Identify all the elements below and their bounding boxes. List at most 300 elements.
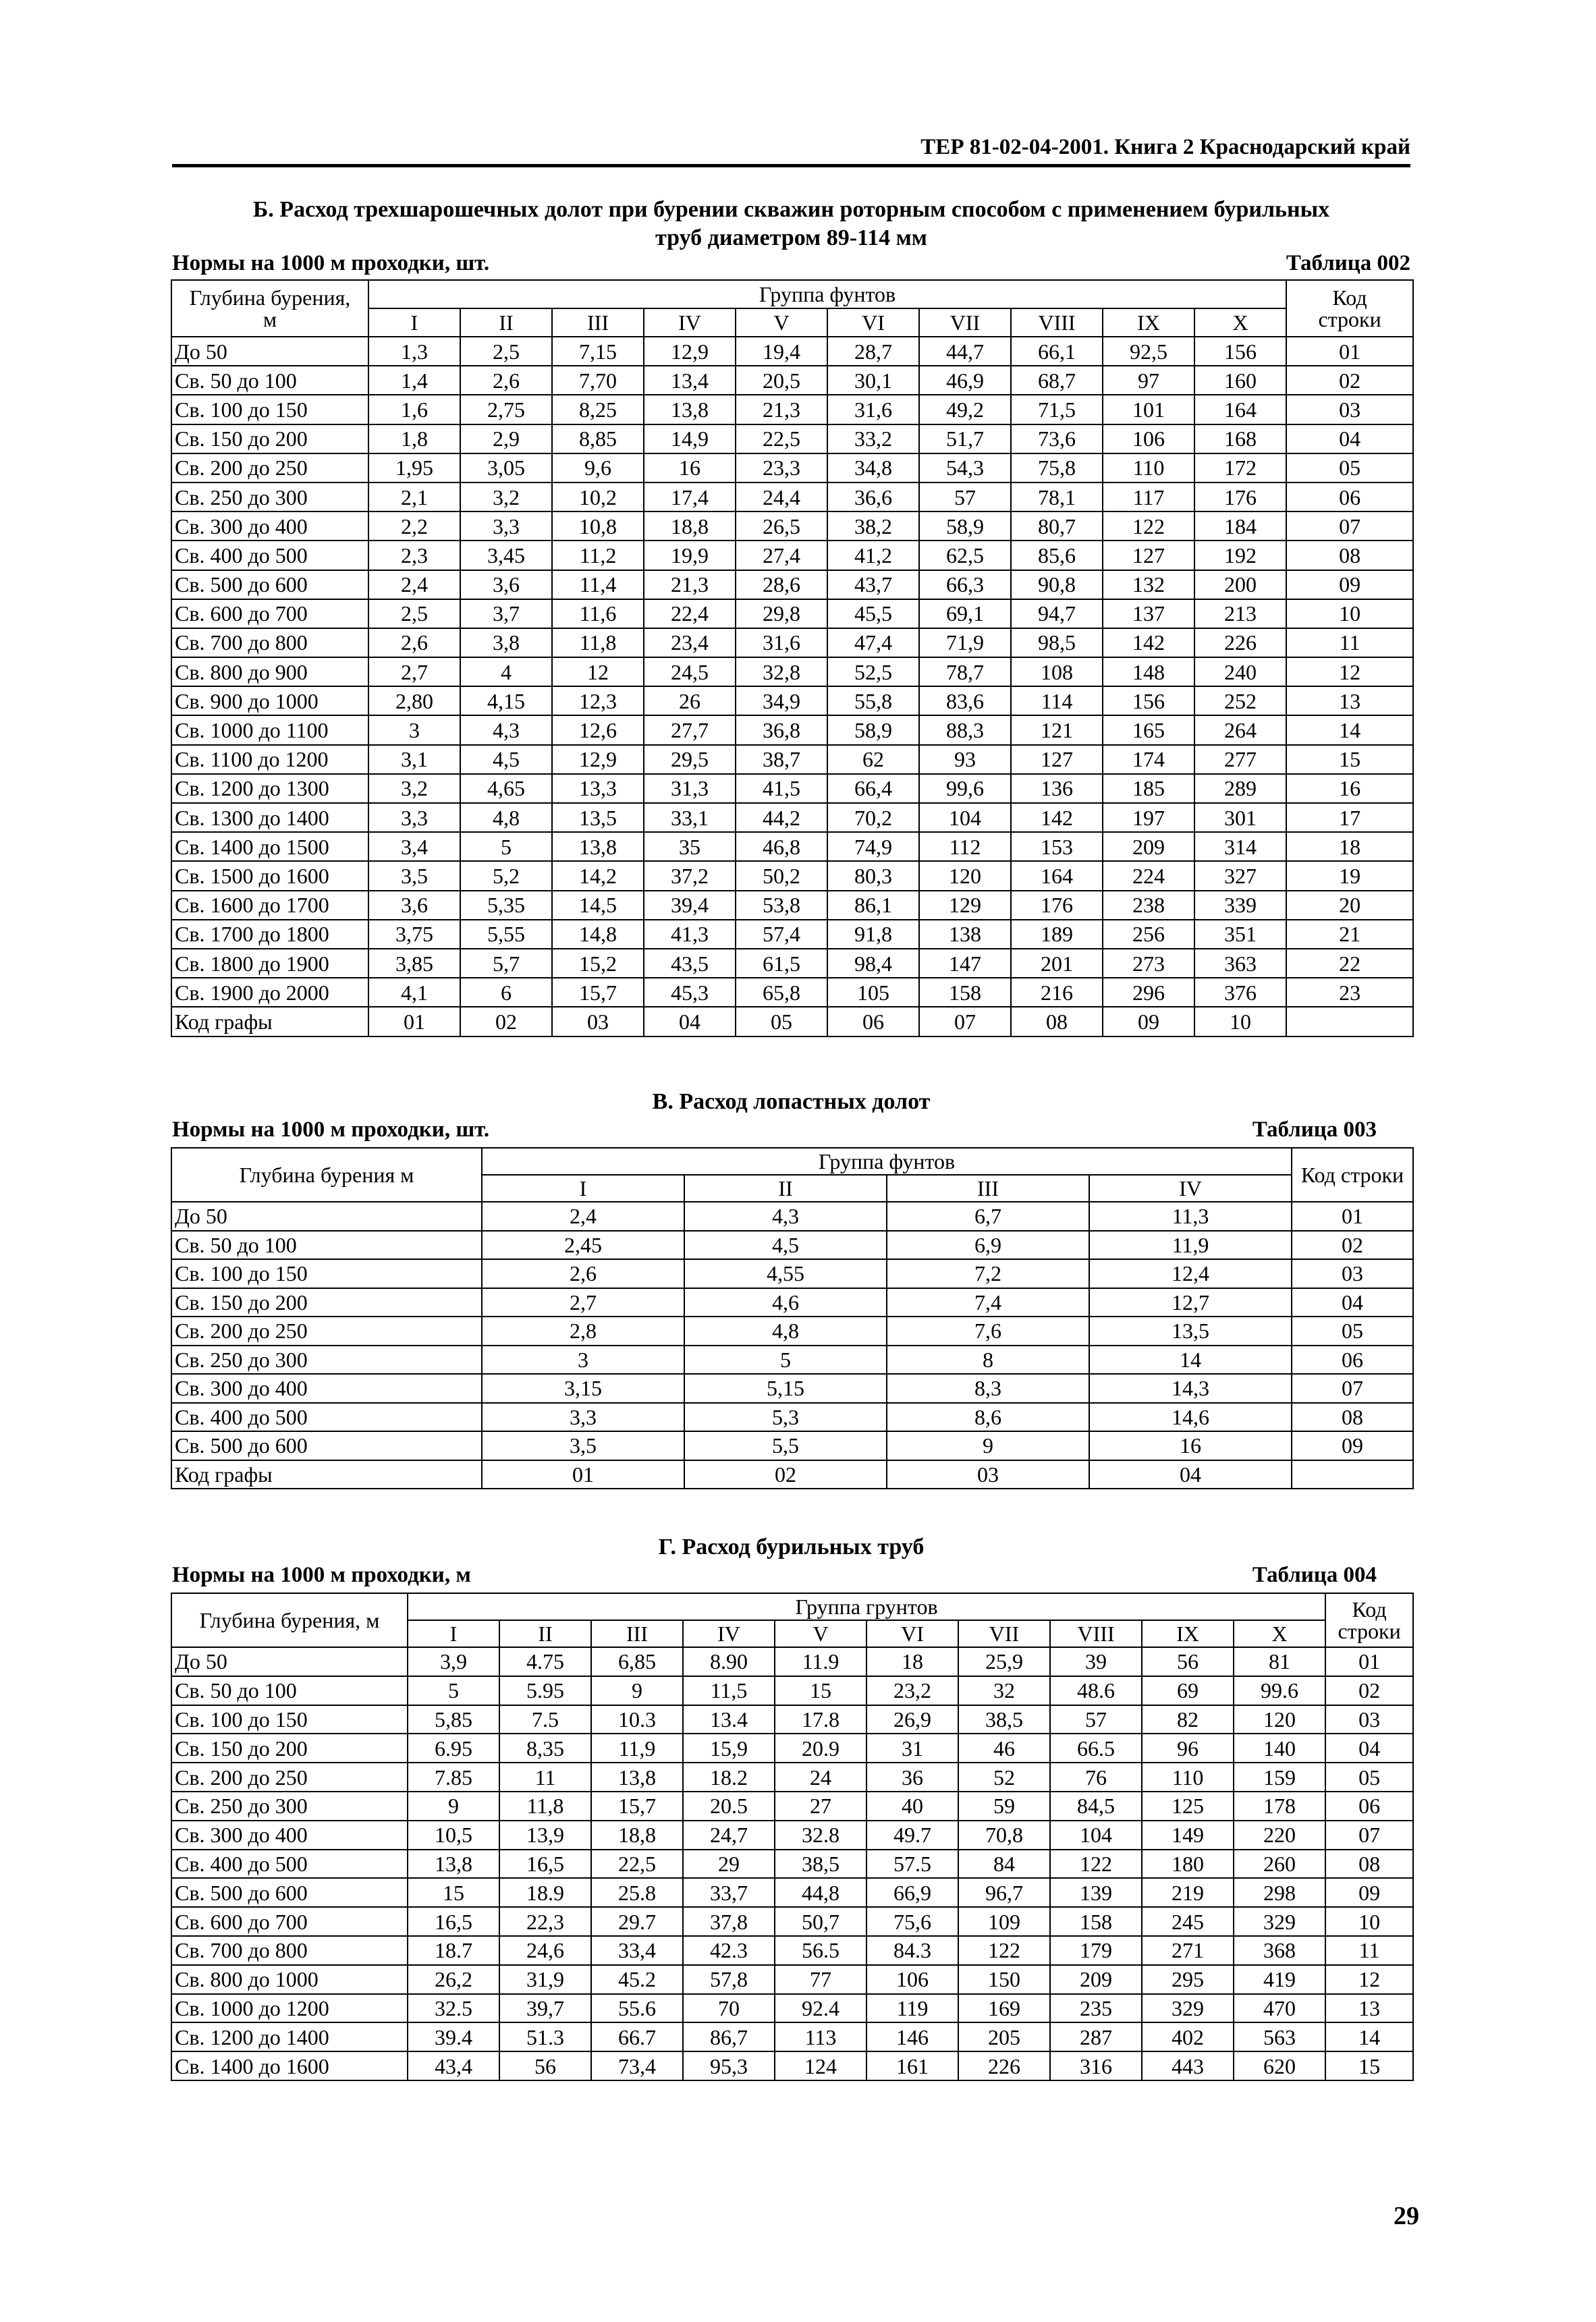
value-cell: 142 — [1011, 803, 1103, 832]
row-code-cell: 06 — [1325, 1792, 1413, 1821]
value-cell: 5,35 — [460, 891, 552, 920]
value-cell: 16,5 — [408, 1907, 499, 1936]
value-cell: 24,5 — [644, 657, 736, 686]
value-cell: 122 — [958, 1936, 1050, 1965]
value-cell: 176 — [1011, 891, 1103, 920]
value-cell: 38,7 — [736, 745, 827, 774]
value-cell: 106 — [1103, 424, 1194, 453]
value-cell: 2,5 — [368, 599, 460, 628]
value-cell: 13,9 — [499, 1821, 591, 1850]
value-cell: 44,2 — [736, 803, 827, 832]
table-row — [171, 920, 1413, 949]
value-cell: 156 — [1194, 337, 1286, 366]
value-cell: 75,8 — [1011, 453, 1103, 482]
value-cell: 17.8 — [775, 1705, 866, 1734]
table-g — [171, 1593, 1414, 2081]
value-cell: 104 — [919, 803, 1011, 832]
value-cell: 108 — [1011, 657, 1103, 686]
value-cell: 105 — [827, 978, 919, 1007]
value-cell: 20.5 — [683, 1792, 775, 1821]
value-cell: 10,2 — [552, 482, 644, 512]
value-cell: 158 — [919, 978, 1011, 1007]
table-row — [171, 2022, 1413, 2051]
value-cell: 165 — [1103, 715, 1194, 744]
value-cell: 12,7 — [1089, 1288, 1292, 1317]
depth-cell: Св. 300 до 400 — [171, 1374, 482, 1403]
value-cell: 104 — [1050, 1821, 1142, 1850]
page-number: 29 — [1394, 2202, 1419, 2230]
value-cell: 179 — [1050, 1936, 1142, 1965]
row-code-cell: 17 — [1286, 803, 1413, 832]
depth-cell: До 50 — [171, 337, 368, 366]
depth-cell: Св. 1900 до 2000 — [171, 978, 368, 1007]
value-cell: 32.5 — [408, 1994, 499, 2023]
depth-cell: Св. 1400 до 1600 — [171, 2051, 408, 2080]
value-cell: 52,5 — [827, 657, 919, 686]
value-cell: 37,2 — [644, 861, 736, 890]
value-cell: 22,5 — [591, 1850, 683, 1879]
depth-cell: Св. 400 до 500 — [171, 1403, 482, 1432]
column-code-cell: 02 — [684, 1460, 887, 1489]
value-cell: 252 — [1194, 686, 1286, 715]
value-cell: 329 — [1234, 1907, 1325, 1936]
value-cell: 19,4 — [736, 337, 827, 366]
group-header-cell: VII — [958, 1620, 1050, 1647]
value-cell: 24 — [775, 1763, 866, 1792]
table-row — [171, 1676, 1413, 1705]
value-cell: 159 — [1234, 1763, 1325, 1792]
table-v-norms: Нормы на 1000 м проходки, шт. — [172, 1117, 490, 1142]
table-row — [171, 1821, 1413, 1850]
value-cell: 3,8 — [460, 628, 552, 657]
table-b-title-line1: Б. Расход трехшарошечных долот при бурении скважин роторным способом с применением бурильных — [252, 197, 1330, 222]
value-cell: 33,4 — [591, 1936, 683, 1965]
value-cell: 125 — [1142, 1792, 1234, 1821]
value-cell: 178 — [1234, 1792, 1325, 1821]
value-cell: 98,5 — [1011, 628, 1103, 657]
value-cell: 1,8 — [368, 424, 460, 453]
value-cell: 4,5 — [684, 1231, 887, 1260]
value-cell: 3,05 — [460, 453, 552, 482]
empty-cell — [1292, 1460, 1413, 1489]
value-cell: 5,55 — [460, 920, 552, 949]
value-cell: 21,3 — [736, 395, 827, 424]
value-cell: 2,45 — [482, 1231, 684, 1260]
value-cell: 51.3 — [499, 2022, 591, 2051]
value-cell: 36,6 — [827, 482, 919, 512]
value-cell: 351 — [1194, 920, 1286, 949]
value-cell: 1,95 — [368, 453, 460, 482]
table-row — [171, 1403, 1413, 1432]
row-code-cell: 05 — [1286, 453, 1413, 482]
value-cell: 213 — [1194, 599, 1286, 628]
value-cell: 295 — [1142, 1965, 1234, 1994]
depth-cell: Св. 1200 до 1400 — [171, 2022, 408, 2051]
value-cell: 224 — [1103, 861, 1194, 890]
value-cell: 83,6 — [919, 686, 1011, 715]
row-code-cell: 13 — [1325, 1994, 1413, 2023]
value-cell: 205 — [958, 2022, 1050, 2051]
table-b-title — [172, 196, 1410, 252]
depth-cell: Св. 300 до 400 — [171, 512, 368, 541]
value-cell: 99.6 — [1234, 1676, 1325, 1705]
value-cell: 273 — [1103, 949, 1194, 978]
value-cell: 27,4 — [736, 541, 827, 570]
value-cell: 184 — [1194, 512, 1286, 541]
value-cell: 46,8 — [736, 832, 827, 861]
value-cell: 56.5 — [775, 1936, 866, 1965]
value-cell: 81 — [1234, 1647, 1325, 1676]
value-cell: 2,7 — [368, 657, 460, 686]
value-cell: 43,7 — [827, 570, 919, 599]
group-header-cell: VII — [919, 308, 1011, 337]
value-cell: 39 — [1050, 1647, 1142, 1676]
value-cell: 113 — [775, 2022, 866, 2051]
value-cell: 52 — [958, 1763, 1050, 1792]
value-cell: 5,5 — [684, 1431, 887, 1460]
table-row — [171, 1907, 1413, 1936]
value-cell: 2,6 — [460, 366, 552, 395]
value-cell: 92.4 — [775, 1994, 866, 2023]
value-cell: 15,7 — [552, 978, 644, 1007]
value-cell: 13,8 — [408, 1850, 499, 1879]
depth-cell: Св. 1000 до 1200 — [171, 1994, 408, 2023]
value-cell: 197 — [1103, 803, 1194, 832]
value-cell: 14,9 — [644, 424, 736, 453]
value-cell: 9,6 — [552, 453, 644, 482]
value-cell: 127 — [1103, 541, 1194, 570]
value-cell: 13,4 — [644, 366, 736, 395]
group-header-cell: I — [482, 1175, 684, 1202]
depth-cell: Св. 1700 до 1800 — [171, 920, 368, 949]
table-row — [171, 949, 1413, 978]
value-cell: 13.4 — [683, 1705, 775, 1734]
table-row — [171, 570, 1413, 599]
table-row — [171, 1936, 1413, 1965]
value-cell: 57 — [919, 482, 1011, 512]
value-cell: 185 — [1103, 774, 1194, 803]
row-code-cell: 16 — [1286, 774, 1413, 803]
value-cell: 4,1 — [368, 978, 460, 1007]
column-code-cell: 04 — [1089, 1460, 1292, 1489]
value-cell: 3,15 — [482, 1374, 684, 1403]
table-row — [171, 1734, 1413, 1763]
depth-cell: Св. 500 до 600 — [171, 1878, 408, 1907]
depth-header-line1: Глубина бурения, — [189, 285, 351, 310]
group-header-cell: IX — [1142, 1620, 1234, 1647]
value-cell: 164 — [1011, 861, 1103, 890]
value-cell: 140 — [1234, 1734, 1325, 1763]
value-cell: 66,9 — [866, 1878, 958, 1907]
table-row — [171, 686, 1413, 715]
group-header-cell: VIII — [1050, 1620, 1142, 1647]
column-code-cell: 04 — [644, 1007, 736, 1036]
value-cell: 176 — [1194, 482, 1286, 512]
group-header-cell: X — [1194, 308, 1286, 337]
empty-cell — [1286, 1007, 1413, 1036]
value-cell: 25.8 — [591, 1878, 683, 1907]
value-cell: 34,9 — [736, 686, 827, 715]
value-cell: 146 — [866, 2022, 958, 2051]
value-cell: 2,1 — [368, 482, 460, 512]
value-cell: 32.8 — [775, 1821, 866, 1850]
value-cell: 86,1 — [827, 891, 919, 920]
table-row — [171, 978, 1413, 1007]
group-header-cell: I — [368, 308, 460, 337]
value-cell: 2,75 — [460, 395, 552, 424]
value-cell: 96,7 — [958, 1878, 1050, 1907]
value-cell: 14,3 — [1089, 1374, 1292, 1403]
value-cell: 16 — [1089, 1431, 1292, 1460]
value-cell: 3,3 — [460, 512, 552, 541]
value-cell: 2,4 — [482, 1202, 684, 1231]
value-cell: 24,4 — [736, 482, 827, 512]
value-cell: 50,7 — [775, 1907, 866, 1936]
value-cell: 13,8 — [552, 832, 644, 861]
value-cell: 1,4 — [368, 366, 460, 395]
value-cell: 70,8 — [958, 1821, 1050, 1850]
value-cell: 54,3 — [919, 453, 1011, 482]
value-cell: 18.9 — [499, 1878, 591, 1907]
value-cell: 66.5 — [1050, 1734, 1142, 1763]
value-cell: 238 — [1103, 891, 1194, 920]
value-cell: 4,65 — [460, 774, 552, 803]
table-row — [171, 628, 1413, 657]
value-cell: 8,25 — [552, 395, 644, 424]
depth-cell: Св. 700 до 800 — [171, 1936, 408, 1965]
value-cell: 22,3 — [499, 1907, 591, 1936]
column-code-label: Код графы — [171, 1460, 482, 1489]
value-cell: 78,7 — [919, 657, 1011, 686]
value-cell: 14 — [1089, 1346, 1292, 1375]
value-cell: 12,6 — [552, 715, 644, 744]
code-header-line2: строки — [1318, 307, 1381, 331]
group-header-cell: V — [736, 308, 827, 337]
value-cell: 49.7 — [866, 1821, 958, 1850]
depth-cell: Св. 500 до 600 — [171, 570, 368, 599]
depth-cell: Св. 900 до 1000 — [171, 686, 368, 715]
row-code-cell: 03 — [1292, 1259, 1413, 1288]
value-cell: 23,3 — [736, 453, 827, 482]
value-cell: 5,15 — [684, 1374, 887, 1403]
group-header-cell: IV — [1089, 1175, 1292, 1202]
value-cell: 55.6 — [591, 1994, 683, 2023]
depth-cell: Св. 700 до 800 — [171, 628, 368, 657]
table-row — [171, 1850, 1413, 1879]
value-cell: 75,6 — [866, 1907, 958, 1936]
value-cell: 12,4 — [1089, 1259, 1292, 1288]
row-code-cell: 01 — [1292, 1202, 1413, 1231]
value-cell: 316 — [1050, 2051, 1142, 2080]
depth-cell: Св. 250 до 300 — [171, 482, 368, 512]
value-cell: 66.7 — [591, 2022, 683, 2051]
depth-cell: Св. 100 до 150 — [171, 1259, 482, 1288]
value-cell: 327 — [1194, 861, 1286, 890]
column-code-cell: 06 — [827, 1007, 919, 1036]
value-cell: 2,2 — [368, 512, 460, 541]
value-cell: 219 — [1142, 1878, 1234, 1907]
value-cell: 13,8 — [644, 395, 736, 424]
value-cell: 31,6 — [736, 628, 827, 657]
value-cell: 174 — [1103, 745, 1194, 774]
value-cell: 66,1 — [1011, 337, 1103, 366]
value-cell: 119 — [866, 1994, 958, 2023]
value-cell: 4,15 — [460, 686, 552, 715]
value-cell: 4,3 — [460, 715, 552, 744]
value-cell: 69 — [1142, 1676, 1234, 1705]
value-cell: 16 — [644, 453, 736, 482]
value-cell: 363 — [1194, 949, 1286, 978]
value-cell: 86,7 — [683, 2022, 775, 2051]
row-code-cell: 10 — [1286, 599, 1413, 628]
value-cell: 29,5 — [644, 745, 736, 774]
code-header-line2: строки — [1338, 1619, 1401, 1643]
value-cell: 12,3 — [552, 686, 644, 715]
value-cell: 47,4 — [827, 628, 919, 657]
value-cell: 220 — [1234, 1821, 1325, 1850]
table-row — [171, 2051, 1413, 2080]
table-row — [171, 337, 1413, 366]
value-cell: 168 — [1194, 424, 1286, 453]
value-cell: 161 — [866, 2051, 958, 2080]
row-code-cell: 07 — [1325, 1821, 1413, 1850]
group-header-cell: X — [1234, 1620, 1325, 1647]
table-row — [171, 1346, 1413, 1375]
value-cell: 29.7 — [591, 1907, 683, 1936]
row-code-cell: 14 — [1286, 715, 1413, 744]
value-cell: 22,5 — [736, 424, 827, 453]
value-cell: 33,1 — [644, 803, 736, 832]
row-code-cell: 05 — [1292, 1317, 1413, 1346]
value-cell: 74,9 — [827, 832, 919, 861]
value-cell: 37,8 — [683, 1907, 775, 1936]
value-cell: 73,6 — [1011, 424, 1103, 453]
row-code-cell: 03 — [1286, 395, 1413, 424]
value-cell: 5,3 — [684, 1403, 887, 1432]
value-cell: 169 — [958, 1994, 1050, 2023]
row-code-cell: 15 — [1325, 2051, 1413, 2080]
value-cell: 2,6 — [368, 628, 460, 657]
value-cell: 29 — [683, 1850, 775, 1879]
table-g-title: Г. Расход бурильных труб — [658, 1535, 925, 1559]
value-cell: 106 — [866, 1965, 958, 1994]
value-cell: 1,6 — [368, 395, 460, 424]
value-cell: 84 — [958, 1850, 1050, 1879]
row-code-cell: 09 — [1325, 1878, 1413, 1907]
value-cell: 53,8 — [736, 891, 827, 920]
value-cell: 15 — [408, 1878, 499, 1907]
value-cell: 10,8 — [552, 512, 644, 541]
value-cell: 620 — [1234, 2051, 1325, 2080]
value-cell: 7,6 — [887, 1317, 1089, 1346]
value-cell: 271 — [1142, 1936, 1234, 1965]
value-cell: 23,4 — [644, 628, 736, 657]
value-cell: 46 — [958, 1734, 1050, 1763]
value-cell: 96 — [1142, 1734, 1234, 1763]
value-cell: 39,4 — [644, 891, 736, 920]
value-cell: 470 — [1234, 1994, 1325, 2023]
value-cell: 18 — [866, 1647, 958, 1676]
row-code-cell: 14 — [1325, 2022, 1413, 2051]
value-cell: 59 — [958, 1792, 1050, 1821]
group-header-cell: II — [684, 1175, 887, 1202]
row-code-cell: 07 — [1292, 1374, 1413, 1403]
column-code-row — [171, 1460, 1413, 1489]
row-code-cell: 08 — [1286, 541, 1413, 570]
value-cell: 7,15 — [552, 337, 644, 366]
table-b-code-header — [1286, 280, 1413, 337]
value-cell: 5 — [684, 1346, 887, 1375]
value-cell: 4.75 — [499, 1647, 591, 1676]
value-cell: 58,9 — [919, 512, 1011, 541]
value-cell: 3,5 — [368, 861, 460, 890]
group-header-cell: III — [591, 1620, 683, 1647]
value-cell: 8,35 — [499, 1734, 591, 1763]
value-cell: 36 — [866, 1763, 958, 1792]
depth-cell: Св. 1100 до 1200 — [171, 745, 368, 774]
column-code-cell: 02 — [460, 1007, 552, 1036]
value-cell: 6,85 — [591, 1647, 683, 1676]
value-cell: 172 — [1194, 453, 1286, 482]
value-cell: 28,7 — [827, 337, 919, 366]
value-cell: 329 — [1142, 1994, 1234, 2023]
value-cell: 164 — [1194, 395, 1286, 424]
row-code-cell: 18 — [1286, 832, 1413, 861]
value-cell: 121 — [1011, 715, 1103, 744]
value-cell: 8 — [887, 1346, 1089, 1375]
value-cell: 245 — [1142, 1907, 1234, 1936]
table-v — [171, 1147, 1414, 1489]
value-cell: 29,8 — [736, 599, 827, 628]
column-code-cell: 09 — [1103, 1007, 1194, 1036]
column-code-label: Код графы — [171, 1007, 368, 1036]
value-cell: 7,2 — [887, 1259, 1089, 1288]
table-row — [171, 1792, 1413, 1821]
row-code-cell: 10 — [1325, 1907, 1413, 1936]
value-cell: 62,5 — [919, 541, 1011, 570]
value-cell: 216 — [1011, 978, 1103, 1007]
table-row — [171, 424, 1413, 453]
value-cell: 28,6 — [736, 570, 827, 599]
value-cell: 15 — [775, 1676, 866, 1705]
group-header-cell: V — [775, 1620, 866, 1647]
value-cell: 137 — [1103, 599, 1194, 628]
table-b-group-header: Группа фунтов — [368, 280, 1286, 308]
value-cell: 18,8 — [644, 512, 736, 541]
depth-cell: Св. 150 до 200 — [171, 1734, 408, 1763]
value-cell: 76 — [1050, 1763, 1142, 1792]
value-cell: 8,85 — [552, 424, 644, 453]
value-cell: 15,2 — [552, 949, 644, 978]
value-cell: 139 — [1050, 1878, 1142, 1907]
depth-cell: Св. 1800 до 1900 — [171, 949, 368, 978]
value-cell: 92,5 — [1103, 337, 1194, 366]
table-row — [171, 1288, 1413, 1317]
value-cell: 44,7 — [919, 337, 1011, 366]
depth-cell: Св. 150 до 200 — [171, 424, 368, 453]
depth-cell: До 50 — [171, 1647, 408, 1676]
value-cell: 9 — [887, 1431, 1089, 1460]
value-cell: 260 — [1234, 1850, 1325, 1879]
value-cell: 24,6 — [499, 1936, 591, 1965]
value-cell: 7,4 — [887, 1288, 1089, 1317]
value-cell: 11,6 — [552, 599, 644, 628]
row-code-cell: 11 — [1286, 628, 1413, 657]
table-v-depth-header: Глубина бурения м — [171, 1148, 482, 1202]
value-cell: 8,3 — [887, 1374, 1089, 1403]
value-cell: 36,8 — [736, 715, 827, 744]
column-code-cell: 01 — [368, 1007, 460, 1036]
